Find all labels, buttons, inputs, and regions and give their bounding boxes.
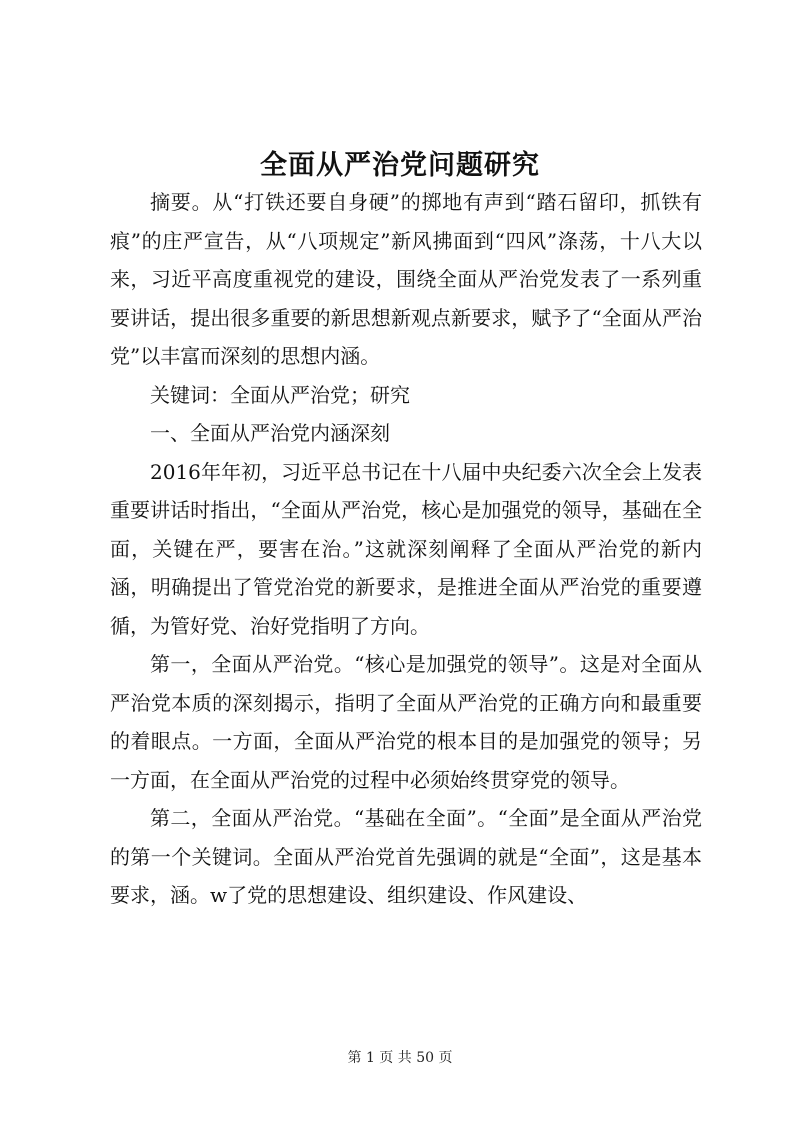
document-body [110, 183, 702, 915]
abstract-paragraph: 摘要。从“打铁还要自身硬”的掷地有声到“踏石留印，抓铁有痕”的庄严宣告，从“八项规定”新风拂面到“四风”涤荡，十八大以来，习近平高度重视党的建设，围绕全面从严治党发表了一系列重要讲话，提出很多重要的新思想新观点新要求，赋予了“全面从严治党”以丰富而深刻的思想内涵。 [110, 190, 702, 368]
body-paragraph: 2016年年初，习近平总书记在十八届中央纪委六次全会上发表重要讲话时指出，“全面从严治党，核心是加强党的领导，基础在全面，关键在严，要害在治。”这就深刻阐释了全面从严治党的新内涵，明确提出了管党治党的新要求，是推进全面从严治党的重要遵循，为管好党、治好党指明了方向。 [110, 459, 702, 638]
body-paragraph: 第二，全面从严治党。“基础在全面”。“全面”是全面从严治党的第一个关键词。全面从严治党首先强调的就是“全面”，这是基本要求，涵。w了党的思想建设、组织建设、作风建设、 [110, 806, 702, 907]
page-number-footer: 第 1 页 共 50 页 [347, 1050, 453, 1066]
section-heading: 一、全面从严治党内涵深刻 [150, 421, 390, 445]
body-paragraph: 第一，全面从严治党。“核心是加强党的领导”。这是对全面从严治党本质的深刻揭示，指明了全面从严治党的正确方向和最重要的着眼点。一方面，全面从严治党的根本目的是加强党的领导；另一方面，在全面从严治党的过程中必须始终贯穿党的领导。 [110, 652, 702, 792]
document-title: 全面从严治党问题研究 [260, 150, 540, 181]
keywords-paragraph: 关键词：全面从严治党；研究 [150, 382, 410, 407]
